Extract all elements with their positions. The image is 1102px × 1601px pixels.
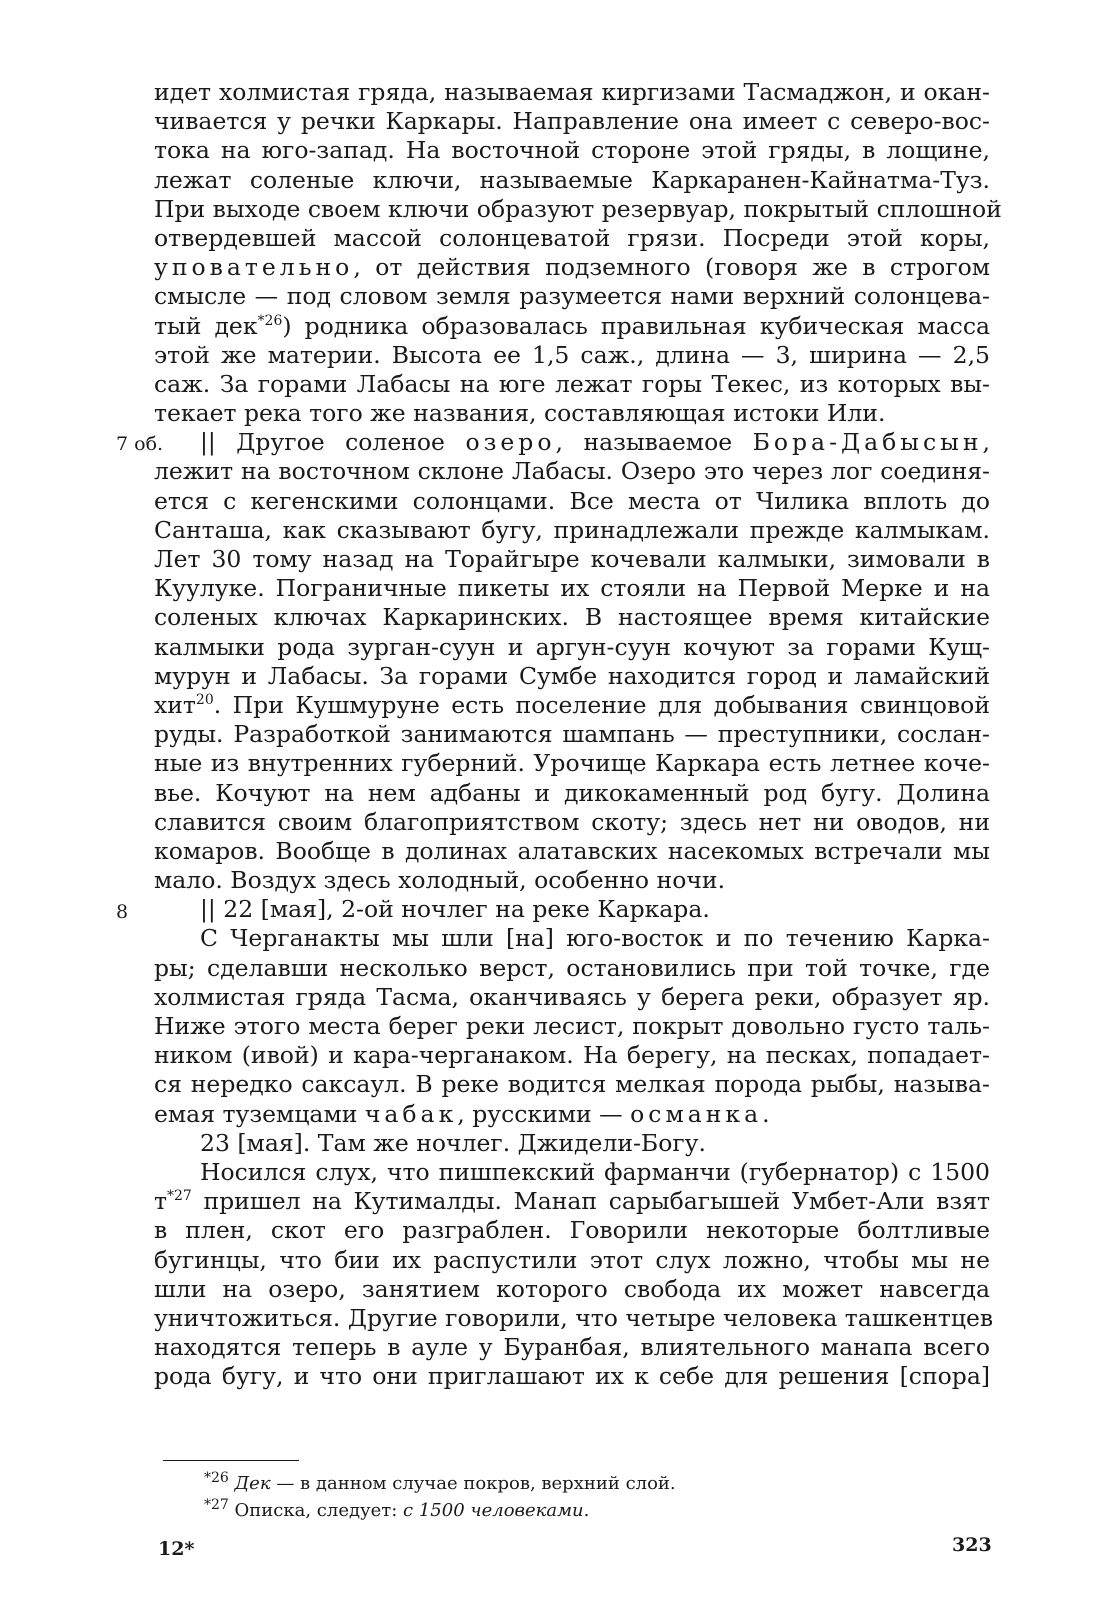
- text-line: емая туземцами чабак, русскими — османка.: [154, 1099, 770, 1128]
- text-line: руды. Разработкой занимаются шампань — преступники, сослан-: [154, 720, 990, 749]
- text-line: || 22 [мая], 2-ой ночлег на реке Каркара.: [200, 895, 710, 924]
- text-line: текает река того же названия, составляющая истоки Или.: [154, 399, 886, 428]
- text-line: ры; сделавши несколько верст, остановились при той точке, где: [154, 953, 990, 982]
- text-line: соленых ключах Каркаринских. В настоящее время китайские: [154, 603, 990, 632]
- text-line: мурун и Лабасы. За горами Сумбе находится город и ламайский: [154, 661, 990, 690]
- text-line: саж. За горами Лабасы на юге лежат горы Текес, из которых вы-: [154, 369, 990, 398]
- text-line: ником (ивой) и кара-черганаком. На берегу, на песках, попадает-: [154, 1041, 990, 1070]
- text-line: ся нередко саксаул. В реке водится мелкая порода рыбы, называ-: [154, 1070, 990, 1099]
- text-line: славится своим благоприятством скоту; здесь нет ни оводов, ни: [154, 807, 990, 836]
- text-line: находятся теперь в ауле у Буранбая, влиятельного манапа всего: [154, 1333, 990, 1362]
- text-line: ные из внутренних губерний. Урочище Каркара есть летнее коче-: [154, 749, 990, 778]
- page-number: 323: [952, 1534, 992, 1556]
- text-line: Санташа, как сказывают бугу, принадлежали прежде калмыкам.: [154, 515, 990, 544]
- text-line: идет холмистая гряда, называемая киргизами Тасмаджон, и окан-: [154, 78, 990, 106]
- text-line: уничтожиться. Другие говорили, что четыре человека ташкентцев: [154, 1303, 994, 1332]
- footnote: $^{*26}$ Дек — в данном случае покров, верхний слой.: [204, 1470, 676, 1494]
- text-line: уповательно, от действия подземного (говоря же в строгом: [154, 253, 990, 282]
- text-line: в плен, скот его разграблен. Говорили некоторые болтливые: [154, 1216, 990, 1245]
- text-line: бугинцы, что бии их распустили этот слух ложно, чтобы мы не: [154, 1245, 990, 1274]
- text-line: Лет 30 тому назад на Торайгыре кочевали калмыки, зимовали в: [154, 545, 990, 573]
- text-line: Куулуке. Пограничные пикеты их стояли на Первой Мерке и на: [154, 574, 990, 603]
- footnotes: [204, 1470, 964, 1524]
- text-line: отвердевшей массой солонцеватой грязи. Посреди этой коры,: [154, 223, 990, 252]
- text-line: вье. Кочуют на нем адбаны и дикокаменный род бугу. Долина: [154, 778, 990, 807]
- text-line: тый дек$^{*26}$) родника образовалась правильная кубическая масса: [154, 311, 991, 340]
- text-line: калмыки рода зурган-суун и аргун-суун кочуют за горами Кущ-: [154, 632, 990, 661]
- footnote: $^{*27}$ Описка, следует: с 1500 человеками.: [204, 1497, 590, 1521]
- text-line: смысле — под словом земля разумеется нами верхний солонцева-: [154, 282, 990, 311]
- margin-note: 8: [116, 900, 129, 923]
- signature-mark: 12*: [158, 1538, 195, 1560]
- text-line: лежит на восточном склоне Лабасы. Озеро это через лог соединя-: [154, 457, 990, 486]
- text-line: тока на юго-запад. На восточной стороне этой гряды, в лощине,: [154, 136, 990, 165]
- text-line: комаров. Вообще в долинах алатавских насекомых встречали мы: [154, 836, 990, 865]
- text-line: $т^{*27}$ пришел на Кутималды. Манап сарыбагышей Умбет-Али взят: [154, 1187, 990, 1216]
- text-line: ется с кегенскими солонцами. Все места от Чилика вплоть до: [154, 486, 990, 515]
- text-line: С Черганакты мы шли [на] юго-восток и по течению Карка-: [200, 924, 990, 953]
- text-line: мало. Воздух здесь холодный, особенно ночи.: [154, 866, 726, 895]
- text-line: этой же материи. Высота ее 1,5 саж., длина — 3, ширина — 2,5: [154, 340, 990, 369]
- text-line: чивается у речки Каркары. Направление она имеет с северо-вос-: [154, 107, 990, 136]
- text-line: При выходе своем ключи образуют резервуар, покрытый сплошной: [154, 194, 1002, 223]
- text-line: Носился слух, что пишпекский фарманчи (губернатор) с 1500: [200, 1157, 990, 1186]
- text-line: лежат соленые ключи, называемые Каркаранен-Кайнатма-Туз.: [154, 165, 990, 194]
- text-line: || Другое соленое озеро, называемое Бора-Дабысын,: [200, 428, 990, 457]
- text-line: шли на озеро, занятием которого свобода их может навсегда: [154, 1274, 990, 1303]
- text-line: 23 [мая]. Там же ночлег. Джидели-Богу.: [200, 1128, 706, 1157]
- text-line: холмистая гряда Тасма, оканчиваясь у берега реки, образует яр.: [154, 982, 990, 1011]
- margin-note: 7 об.: [116, 433, 164, 456]
- main-text: [154, 78, 1002, 1391]
- text-line: Ниже этого места берег реки лесист, покрыт довольно густо таль-: [154, 1012, 990, 1040]
- text-line: рода бугу, и что они приглашают их к себе для решения [спора]: [154, 1362, 990, 1391]
- text-line: хит$^{20}$. При Кушмуруне есть поселение для добывания свинцовой: [154, 690, 990, 719]
- footnote-rule: [163, 1460, 299, 1461]
